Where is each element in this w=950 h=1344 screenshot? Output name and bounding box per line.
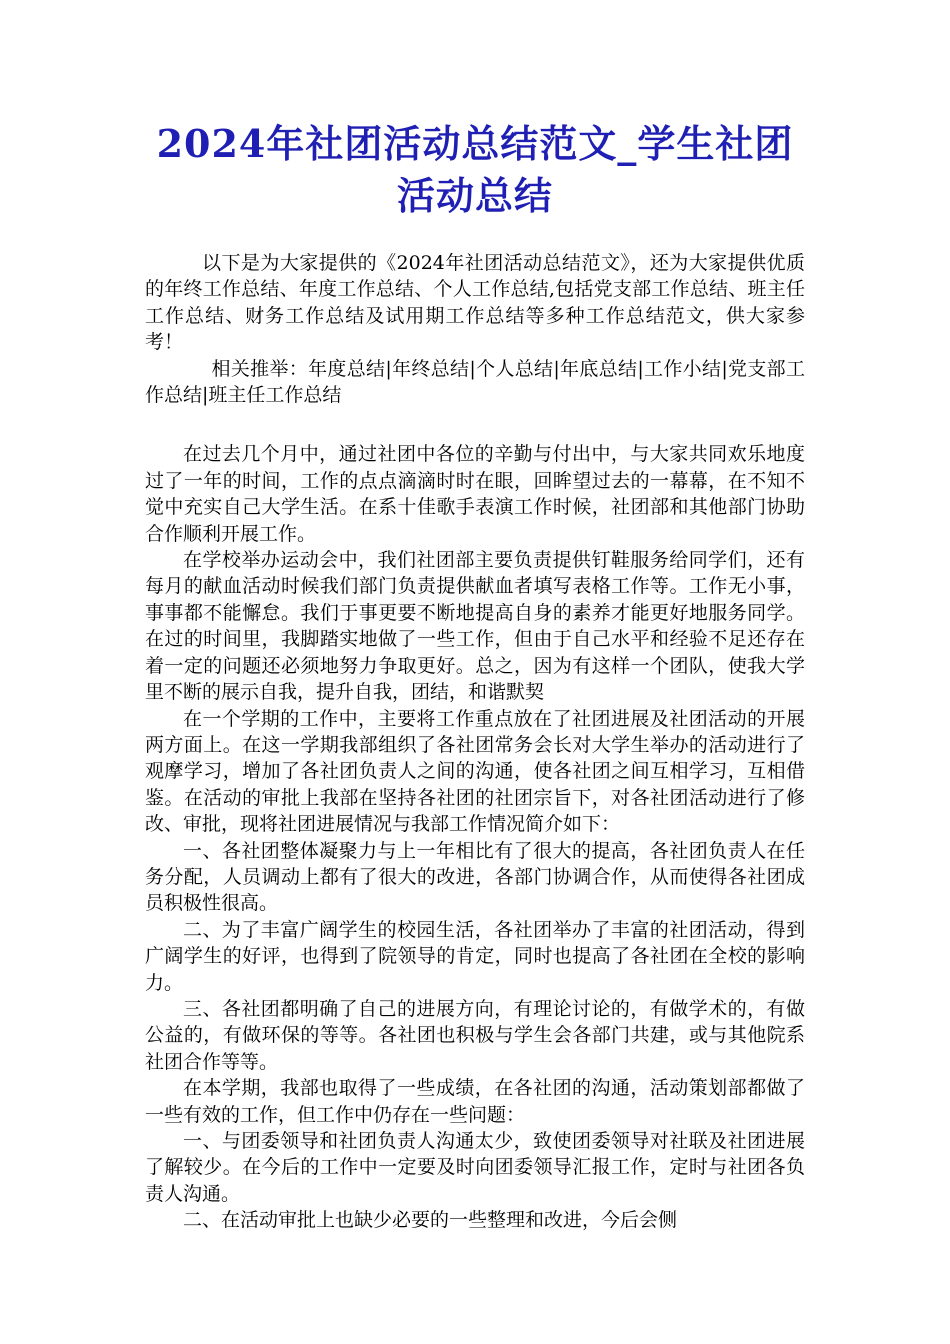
body-paragraph-7: 在本学期，我部也取得了一些成绩，在各社团的沟通，活动策划部都做了一些有效的工作，但工作中仍存在一些问题： [145,1077,805,1126]
intro-paragraph: 以下是为大家提供的《2024年社团活动总结范文》，还为大家提供优质的年终工作总结、年度工作总结、个人工作总结,包括党支部工作总结、班主任工作总结、财务工作总结及试用期工作总结等多种工作总结范文，供大家参考！ [145,252,805,354]
recommend-links: 相关推举：年度总结|年终总结|个人总结|年底总结|工作小结|党支部工作总结|班主任工作总结 [145,357,805,407]
body-paragraph-6: 三、各社团都明确了自己的进展方向，有理论讨论的，有做学术的，有做公益的，有做环保的等等。各社团也积极与学生会各部门共建，或与其他院系社团合作等等。 [145,997,805,1073]
body-paragraph-2: 在学校举办运动会中，我们社团部主要负责提供钉鞋服务给同学们，还有每月的献血活动时候我们部门负责提供献血者填写表格工作等。工作无小事，事事都不能懈怠。我们于事更要不断地提高自身的素养才能更好地服务同学。在过的时间里，我脚踏实地做了一些工作，但由于自己水平和经验不足还存在着一定的问题还必须地努力争取更好。总之，因为有这样一个团队，使我大学里不断的展示自我，提升自我，团结，和谐默契 [145,549,805,704]
body-paragraph-4: 一、各社团整体凝聚力与上一年相比有了很大的提高，各社团负责人在任务分配，人员调动上都有了很大的改进，各部门协调合作，从而使得各社团成员积极性很高。 [145,839,805,915]
body-paragraph-8: 一、与团委领导和社团负责人沟通太少，致使团委领导对社联及社团进展了解较少。在今后的工作中一定要及时向团委领导汇报工作，定时与社团各负责人沟通。 [145,1130,805,1205]
document-title: 2024年社团活动总结范文_学生社团活动总结 [156,121,794,218]
intro-section [145,250,805,408]
document-page [145,118,805,1234]
body-paragraph-5: 二、为了丰富广阔学生的校园生活，各社团举办了丰富的社团活动，得到广阔学生的好评，也得到了院领导的肯定，同时也提高了各社团在全校的影响力。 [145,918,805,994]
document-body [145,441,805,1233]
body-paragraph-9: 二、在活动审批上也缺少必要的一些整理和改进，今后会侧 [183,1209,678,1232]
body-paragraph-1: 在过去几个月中，通过社团中各位的辛勤与付出中，与大家共同欢乐地度过了一年的时间，工作的点点滴滴时时在眼，回眸望过去的一幕幕，在不知不觉中充实自己大学生活。在系十佳歌手表演工作时候，社团部和其他部门协助合作顺利开展工作。 [145,443,805,545]
body-paragraph-3: 在一个学期的工作中，主要将工作重点放在了社团进展及社团活动的开展两方面上。在这一学期我部组织了各社团常务会长对大学生举办的活动进行了观摩学习，增加了各社团负责人之间的沟通，使各社团之间互相学习，互相借鉴。在活动的审批上我部在坚持各社团的社团宗旨下，对各社团活动进行了修改、审批，现将社团进展情况与我部工作情况简介如下： [145,707,805,836]
